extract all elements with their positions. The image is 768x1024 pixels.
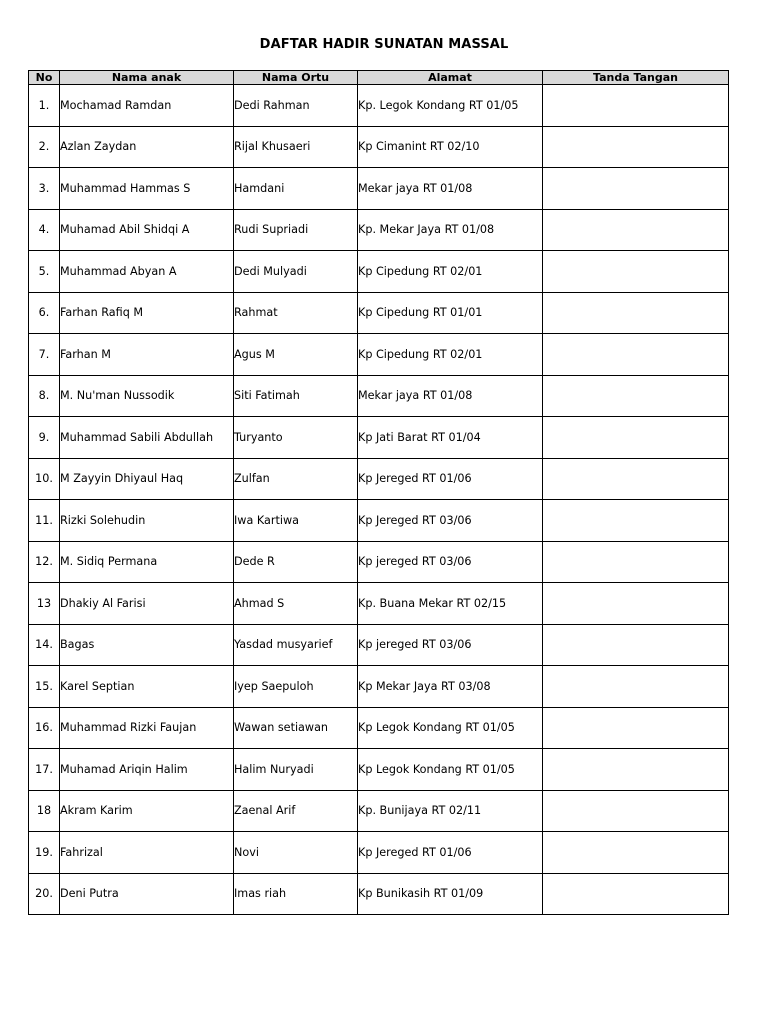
cell-nama-ortu: Hamdani [234, 168, 358, 210]
table-row [29, 500, 729, 542]
table-row [29, 583, 729, 625]
cell-alamat: Kp Bunikasih RT 01/09 [358, 873, 543, 915]
table-row [29, 666, 729, 708]
cell-no: 15. [29, 666, 60, 708]
cell-tanda-tangan [543, 832, 729, 874]
cell-no: 17. [29, 749, 60, 791]
table-row [29, 209, 729, 251]
table-header [29, 71, 729, 85]
cell-nama-ortu: Siti Fatimah [234, 375, 358, 417]
cell-nama-ortu: Agus M [234, 334, 358, 376]
table-body [29, 85, 729, 915]
cell-alamat: Kp. Legok Kondang RT 01/05 [358, 85, 543, 127]
cell-nama-ortu: Ahmad S [234, 583, 358, 625]
column-header-tanda-tangan: Tanda Tangan [543, 71, 729, 85]
cell-no: 5. [29, 251, 60, 293]
cell-alamat: Kp jereged RT 03/06 [358, 541, 543, 583]
cell-no: 2. [29, 126, 60, 168]
cell-alamat: Kp Jereged RT 03/06 [358, 500, 543, 542]
column-header-nama-ortu: Nama Ortu [234, 71, 358, 85]
cell-nama-ortu: Novi [234, 832, 358, 874]
cell-no: 14. [29, 624, 60, 666]
cell-no: 6. [29, 292, 60, 334]
page-title: DAFTAR HADIR SUNATAN MASSAL [259, 37, 509, 52]
cell-nama-anak: Fahrizal [60, 832, 234, 874]
cell-alamat: Kp Cipedung RT 02/01 [358, 334, 543, 376]
cell-tanda-tangan [543, 749, 729, 791]
cell-tanda-tangan [543, 458, 729, 500]
table-row [29, 85, 729, 127]
table-row [29, 126, 729, 168]
cell-tanda-tangan [543, 790, 729, 832]
cell-alamat: Kp Cimanint RT 02/10 [358, 126, 543, 168]
cell-nama-anak: M. Sidiq Permana [60, 541, 234, 583]
cell-tanda-tangan [543, 209, 729, 251]
cell-nama-anak: Muhammad Hammas S [60, 168, 234, 210]
table-row [29, 707, 729, 749]
cell-tanda-tangan [543, 666, 729, 708]
table-row [29, 832, 729, 874]
table-row [29, 375, 729, 417]
cell-nama-ortu: Iyep Saepuloh [234, 666, 358, 708]
cell-alamat: Kp Legok Kondang RT 01/05 [358, 749, 543, 791]
cell-nama-anak: Farhan Rafiq M [60, 292, 234, 334]
cell-nama-ortu: Dedi Rahman [234, 85, 358, 127]
cell-no: 10. [29, 458, 60, 500]
table-row [29, 334, 729, 376]
cell-nama-ortu: Zaenal Arif [234, 790, 358, 832]
cell-nama-ortu: Rahmat [234, 292, 358, 334]
table-row [29, 417, 729, 459]
cell-tanda-tangan [543, 126, 729, 168]
cell-no: 12. [29, 541, 60, 583]
cell-alamat: Kp Jereged RT 01/06 [358, 458, 543, 500]
cell-tanda-tangan [543, 500, 729, 542]
cell-nama-anak: Rizki Solehudin [60, 500, 234, 542]
cell-nama-anak: Muhamad Ariqin Halim [60, 749, 234, 791]
cell-nama-ortu: Halim Nuryadi [234, 749, 358, 791]
cell-alamat: Kp jereged RT 03/06 [358, 624, 543, 666]
table-row [29, 624, 729, 666]
cell-nama-ortu: Zulfan [234, 458, 358, 500]
cell-no: 7. [29, 334, 60, 376]
cell-nama-ortu: Yasdad musyarief [234, 624, 358, 666]
attendance-table [28, 70, 729, 915]
cell-nama-ortu: Imas riah [234, 873, 358, 915]
table-row [29, 873, 729, 915]
cell-alamat: Mekar jaya RT 01/08 [358, 168, 543, 210]
table-row [29, 292, 729, 334]
table-row [29, 251, 729, 293]
cell-no: 4. [29, 209, 60, 251]
table-row [29, 541, 729, 583]
cell-nama-ortu: Dede R [234, 541, 358, 583]
cell-alamat: Kp Legok Kondang RT 01/05 [358, 707, 543, 749]
cell-nama-anak: Muhamad Abil Shidqi A [60, 209, 234, 251]
cell-nama-anak: M. Nu'man Nussodik [60, 375, 234, 417]
cell-alamat: Kp Cipedung RT 01/01 [358, 292, 543, 334]
table-row [29, 749, 729, 791]
column-header-no: No [29, 71, 60, 85]
cell-alamat: Kp. Buana Mekar RT 02/15 [358, 583, 543, 625]
cell-nama-anak: Muhammad Sabili Abdullah [60, 417, 234, 459]
cell-alamat: Kp Mekar Jaya RT 03/08 [358, 666, 543, 708]
cell-tanda-tangan [543, 251, 729, 293]
cell-nama-anak: Akram Karim [60, 790, 234, 832]
column-header-nama-anak: Nama anak [60, 71, 234, 85]
table-row [29, 168, 729, 210]
cell-nama-ortu: Turyanto [234, 417, 358, 459]
cell-alamat: Kp. Mekar Jaya RT 01/08 [358, 209, 543, 251]
cell-tanda-tangan [543, 707, 729, 749]
cell-tanda-tangan [543, 85, 729, 127]
cell-alamat: Kp Cipedung RT 02/01 [358, 251, 543, 293]
cell-no: 1. [29, 85, 60, 127]
cell-nama-anak: Farhan M [60, 334, 234, 376]
table-row [29, 790, 729, 832]
cell-nama-ortu: Rijal Khusaeri [234, 126, 358, 168]
cell-alamat: Mekar jaya RT 01/08 [358, 375, 543, 417]
cell-nama-anak: Azlan Zaydan [60, 126, 234, 168]
cell-no: 13 [29, 583, 60, 625]
cell-tanda-tangan [543, 417, 729, 459]
cell-no: 20. [29, 873, 60, 915]
cell-nama-anak: Dhakiy Al Farisi [60, 583, 234, 625]
cell-no: 3. [29, 168, 60, 210]
cell-nama-ortu: Wawan setiawan [234, 707, 358, 749]
cell-no: 11. [29, 500, 60, 542]
header-row [29, 71, 729, 85]
cell-nama-anak: Muhammad Rizki Faujan [60, 707, 234, 749]
cell-no: 9. [29, 417, 60, 459]
cell-tanda-tangan [543, 334, 729, 376]
column-header-alamat: Alamat [358, 71, 543, 85]
cell-tanda-tangan [543, 375, 729, 417]
cell-nama-anak: Mochamad Ramdan [60, 85, 234, 127]
cell-nama-ortu: Dedi Mulyadi [234, 251, 358, 293]
cell-alamat: Kp Jati Barat RT 01/04 [358, 417, 543, 459]
cell-tanda-tangan [543, 583, 729, 625]
cell-nama-anak: Muhammad Abyan A [60, 251, 234, 293]
cell-nama-anak: Deni Putra [60, 873, 234, 915]
cell-no: 19. [29, 832, 60, 874]
cell-nama-ortu: Rudi Supriadi [234, 209, 358, 251]
table-row [29, 458, 729, 500]
cell-tanda-tangan [543, 168, 729, 210]
cell-tanda-tangan [543, 624, 729, 666]
cell-nama-ortu: Iwa Kartiwa [234, 500, 358, 542]
cell-tanda-tangan [543, 873, 729, 915]
cell-tanda-tangan [543, 292, 729, 334]
cell-no: 8. [29, 375, 60, 417]
cell-no: 16. [29, 707, 60, 749]
cell-alamat: Kp Jereged RT 01/06 [358, 832, 543, 874]
cell-nama-anak: M Zayyin Dhiyaul Haq [60, 458, 234, 500]
cell-nama-anak: Karel Septian [60, 666, 234, 708]
cell-no: 18 [29, 790, 60, 832]
cell-tanda-tangan [543, 541, 729, 583]
cell-nama-anak: Bagas [60, 624, 234, 666]
cell-alamat: Kp. Bunijaya RT 02/11 [358, 790, 543, 832]
